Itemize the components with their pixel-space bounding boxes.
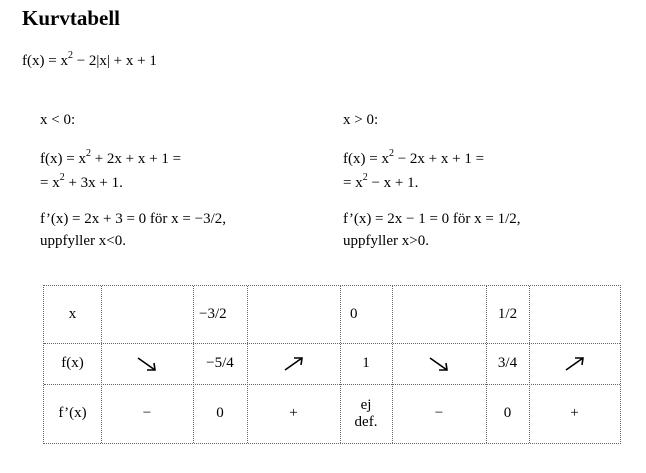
left-derivative-line1: f’(x) = 2x + 3 = 0 för x = −3/2, (40, 211, 227, 227)
right-expression-line1: $f(x) = x^2 - 2x + x + 1$ = (343, 148, 485, 167)
left-condition: x < 0: (40, 112, 76, 128)
row-f-cell: 1 (362, 355, 370, 371)
left-expression-line2: = $x^2 + 3x + 1$. (40, 172, 123, 191)
right-derivative-line1: f’(x) = 2x − 1 = 0 för x = 1/2, (343, 211, 521, 227)
row-fp-cell: − (434, 405, 444, 421)
row-fp-cell: + (570, 405, 579, 421)
left-expression-line1: $f(x) = x^2 + 2x + x + 1$ = (40, 148, 182, 167)
row-x-cell: 1/2 (497, 306, 518, 322)
increasing-arrow-icon (529, 343, 620, 384)
row-f-cell: 3/4 (497, 355, 518, 371)
row-f-label: f(x) (61, 355, 84, 371)
row-x-cell (529, 286, 620, 343)
row-fp-cell: 0 (216, 405, 224, 421)
row-x-label: x (68, 306, 77, 322)
row-x-cell (392, 286, 486, 343)
left-derivative-line2: uppfyller x<0. (40, 233, 126, 249)
row-x-cell (101, 286, 193, 343)
page-title: Kurvtabell (22, 6, 120, 30)
row-fp-cell: + (289, 405, 298, 421)
sign-table (43, 285, 621, 444)
row-x-cell: −3/2 (199, 306, 227, 322)
row-x-cell (247, 286, 340, 343)
row-f-cell: −5/4 (206, 355, 234, 371)
increasing-arrow-icon (247, 343, 340, 384)
function-definition: $f(x) = x^2 - 2|x| + x + 1$ (22, 50, 157, 69)
right-derivative-line2: uppfyller x>0. (343, 233, 429, 249)
row-x-cell: 0 (350, 306, 358, 322)
undefined-label-2: def. (354, 413, 378, 430)
decreasing-arrow-icon (101, 343, 193, 384)
right-condition: x > 0: (343, 112, 379, 128)
row-fp-undefined-cell (340, 384, 392, 443)
right-expression-line2: = $x^2 - x + 1$. (343, 172, 419, 191)
undefined-label-1: ej (360, 396, 372, 413)
row-fp-cell: − (142, 405, 152, 421)
row-fp-label: f’(x) (58, 405, 87, 421)
decreasing-arrow-icon (392, 343, 486, 384)
row-fp-cell: 0 (503, 405, 512, 421)
